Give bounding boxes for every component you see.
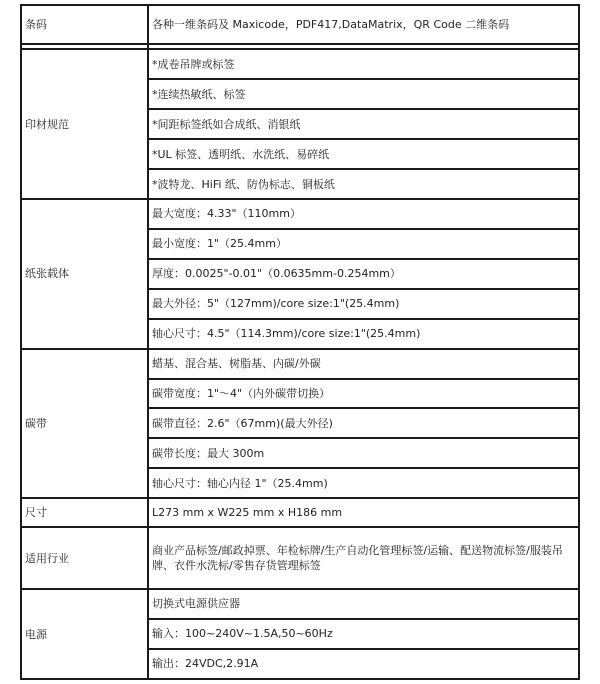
ribbon-value: 蜡基、混合基、树脂基、内碳/外碳 [148,349,579,379]
barcode-value: 各种一维条码及 Maxicode，PDF417,DataMatrix，QR Code 二维条码 [148,5,579,44]
row-label-size: 尺寸 [21,498,148,527]
paper-carrier-value: 最大外径：5"（127mm)/core size:1"(25.4mm) [148,289,579,319]
paper-carrier-value: 厚度：0.0025"-0.01"（0.0635mm-0.254mm） [148,259,579,289]
row-label-industry: 适用行业 [21,527,148,589]
ribbon-value: 轴心尺寸：轴心内径 1"（25.4mm) [148,468,579,498]
media-value: *成卷吊牌或标签 [148,49,579,79]
ribbon-value: 碳带长度：最大 300m [148,438,579,468]
spec-table [20,4,580,680]
media-value: *连续热敏纸、标签 [148,79,579,109]
row-label-media: 印材规范 [21,49,148,199]
power-value: 切换式电源供应器 [148,589,579,619]
table-row [21,199,579,229]
row-label-ribbon: 碳带 [21,349,148,499]
table-row [21,49,579,79]
media-value: *波特龙、HiFi 纸、防伪标志、铜板纸 [148,169,579,199]
row-label-power: 电源 [21,589,148,679]
industry-value: 商业产品标签/邮政掉票、年检标牌/生产自动化管理标签/运输、配送物流标签/服装吊牌、衣件水洗标/零售存货管理标签 [148,527,579,589]
paper-carrier-value: 轴心尺寸：4.5"（114.3mm)/core size:1"(25.4mm) [148,319,579,349]
paper-carrier-value: 最小宽度：1"（25.4mm） [148,229,579,259]
power-value: 输出：24VDC,2.91A [148,649,579,679]
size-value: L273 mm x W225 mm x H186 mm [148,498,579,527]
ribbon-value: 碳带直径：2.6"（67mm)(最大外径) [148,408,579,438]
media-value: *间距标签纸如合成纸、消银纸 [148,109,579,139]
row-label-paper-carrier: 纸张载体 [21,199,148,349]
table-row [21,589,579,619]
paper-carrier-value: 最大宽度：4.33"（110mm） [148,199,579,229]
table-row [21,5,579,44]
ribbon-value: 碳带宽度：1"～4"（内外碳带切换） [148,379,579,409]
table-row [21,498,579,527]
power-value: 输入：100~240V~1.5A,50~60Hz [148,619,579,649]
row-label-barcode: 条码 [21,5,148,44]
media-value: *UL 标签、透明纸、水洗纸、易碎纸 [148,139,579,169]
table-row [21,527,579,589]
table-row [21,349,579,379]
